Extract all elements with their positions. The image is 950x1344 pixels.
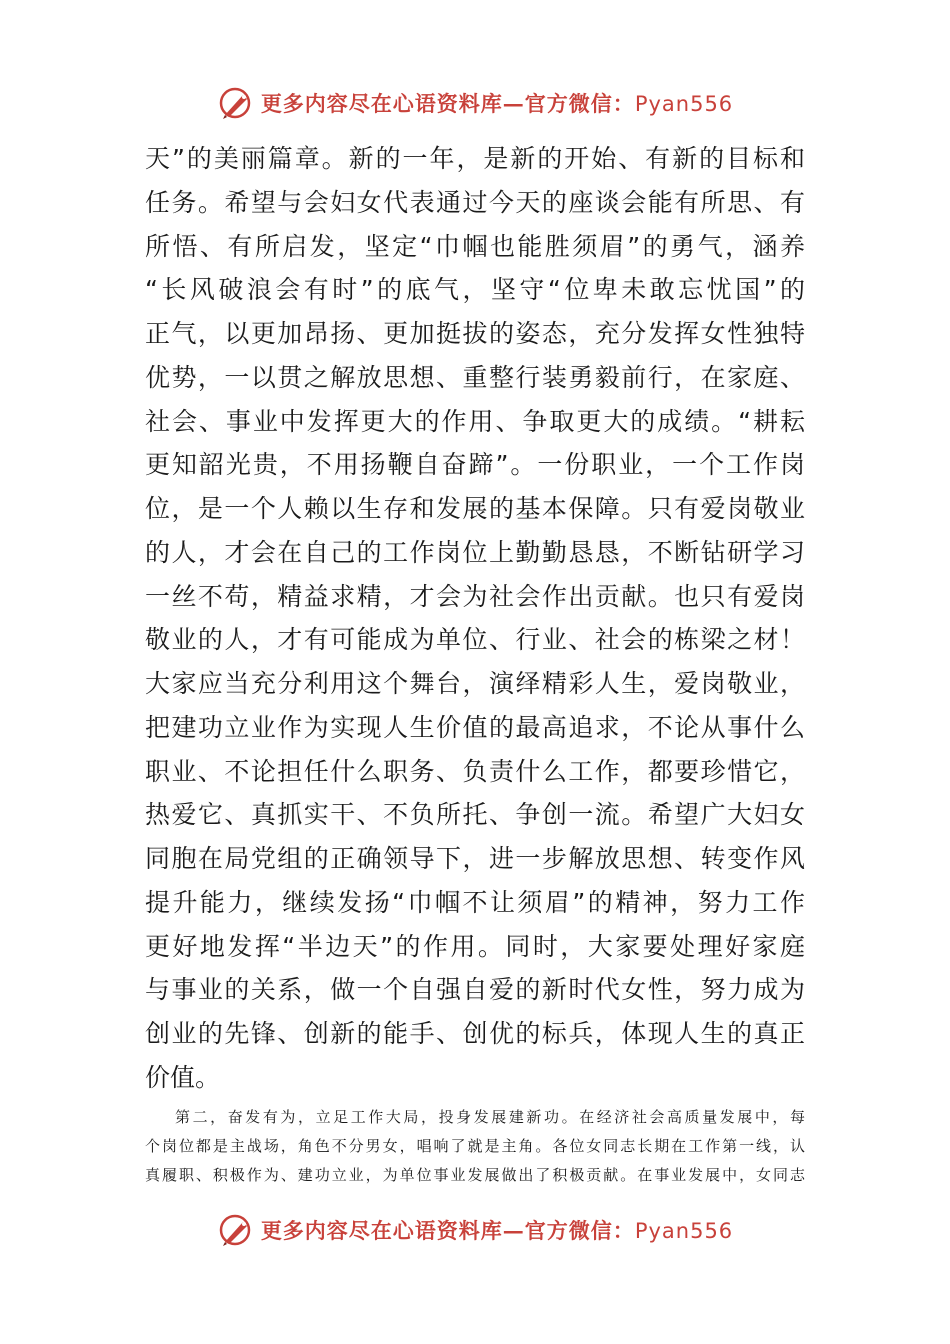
header-wechat-id: Pyan556 [634,92,734,116]
section-line: 真履职、积极作为、建功立业，为单位事业发展做出了积极贡献。在事业发展中，女同志 [145,1166,805,1184]
pen-logo-icon [217,85,253,121]
body-line: 更知韶光贵，不用扬鞭自奋蹄”。一份职业，一个工作岗 [145,450,805,480]
body-line: 更好地发挥“半边天”的作用。同时，大家要处理好家庭 [145,931,805,961]
body-line: 热爱它、真抓实干、不负所托、争创一流。希望广大妇女 [145,800,805,830]
section-two-paragraph [145,1103,805,1190]
body-paragraph [145,137,805,1100]
footer-banner-text: 更多内容尽在心语资料库—官方微信：Pyan556 [260,1218,734,1243]
body-line: 位，是一个人赖以生存和发展的基本保障。只有爱岗敬业 [145,494,805,523]
body-line: 与事业的关系，做一个自强自爱的新时代女性，努力成为 [145,975,805,1005]
body-line: 正气，以更加昂扬、更加挺拔的姿态，充分发挥女性独特 [145,319,805,348]
header-banner [0,83,950,123]
body-line: 把建功立业作为实现人生价值的最高追求，不论从事什么 [145,712,805,742]
body-line: 大家应当充分利用这个舞台，演绎精彩人生，爱岗敬业， [145,669,805,698]
body-line: 提升能力，继续发扬“巾帼不让须眉”的精神，努力工作 [145,887,805,917]
body-line: 价值。 [145,1062,221,1092]
section-line: 个岗位都是主战场，角色不分男女，唱响了就是主角。各位女同志长期在工作第一线，认 [145,1137,805,1155]
section-line: 第二，奋发有为，立足工作大局，投身发展建新功。在经济社会高质量发展中，每 [175,1108,805,1126]
body-line: 职业、不论担任什么职务、负责什么工作，都要珍惜它， [145,756,805,786]
footer-banner [0,1210,950,1250]
body-line: “长风破浪会有时”的底气，坚守“位卑未敢忘忧国”的 [145,275,805,305]
body-line: 同胞在局党组的正确领导下，进一步解放思想、转变作风 [145,844,805,873]
body-line: 一丝不苟，精益求精，才会为社会作出贡献。也只有爱岗 [145,581,805,611]
footer-wechat-id: Pyan556 [634,1219,734,1243]
body-line: 所悟、有所启发，坚定“巾帼也能胜须眉”的勇气，涵养 [145,231,805,261]
header-banner-text: 更多内容尽在心语资料库—官方微信：Pyan556 [260,91,734,116]
body-line: 的人，才会在自己的工作岗位上勤勤恳恳，不断钻研学习 [145,537,805,567]
pen-logo-icon [217,1212,253,1248]
body-line: 创业的先锋、创新的能手、创优的标兵，体现人生的真正 [145,1019,805,1048]
body-line: 敬业的人，才有可能成为单位、行业、社会的栋梁之材！ [145,625,805,655]
body-line: 天”的美丽篇章。新的一年，是新的开始、有新的目标和 [145,144,805,173]
body-line: 优势，一以贯之解放思想、重整行装勇毅前行，在家庭、 [145,362,805,392]
body-line: 任务。希望与会妇女代表通过今天的座谈会能有所思、有 [145,187,805,217]
body-line: 社会、事业中发挥更大的作用、争取更大的成绩。“耕耘 [145,406,805,436]
